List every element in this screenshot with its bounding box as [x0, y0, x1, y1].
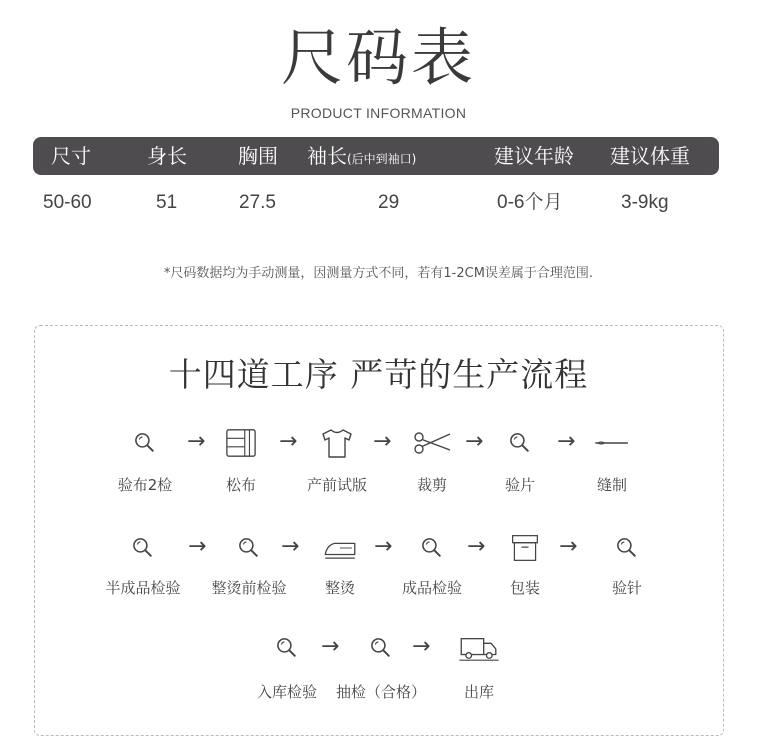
arrow-right-icon: → — [187, 429, 206, 454]
magnifier-icon — [507, 430, 533, 456]
arrow-right-icon: → — [373, 429, 392, 454]
arrow-right-icon: → — [279, 429, 298, 454]
fabric-roll-icon — [224, 427, 258, 459]
value-size: 50-60 — [43, 192, 92, 213]
box-icon — [510, 533, 540, 563]
magnifier-icon — [236, 535, 262, 561]
value-sleeve: 29 — [378, 192, 400, 213]
column-sleeve — [307, 137, 416, 175]
value-weight: 3-9kg — [621, 192, 669, 213]
process-step-label: 整烫前检验 — [211, 579, 287, 597]
column-sleeve-note: (后中到袖口) — [347, 152, 417, 166]
tshirt-icon — [319, 426, 355, 460]
arrow-right-icon: → — [188, 534, 207, 559]
value-age: 0-6个月 — [497, 192, 563, 213]
column-size: 尺寸 — [51, 144, 91, 168]
size-table-header — [33, 137, 719, 175]
magnifier-icon — [130, 535, 156, 561]
column-weight: 建议体重 — [610, 144, 690, 168]
process-step-label: 松布 — [225, 476, 257, 494]
process-step-label: 半成品检验 — [105, 579, 181, 597]
arrow-right-icon: → — [321, 634, 340, 659]
magnifier-icon — [274, 635, 300, 661]
page-title: 尺码表 — [280, 21, 476, 94]
iron-icon — [321, 536, 359, 560]
arrow-right-icon: → — [412, 634, 431, 659]
process-step-label: 裁剪 — [416, 476, 448, 494]
needle-icon — [594, 438, 630, 448]
truck-icon — [458, 634, 500, 662]
measurement-note: *尺码数据均为手动测量，因测量方式不同，若有1-2CM误差属于合理范围. — [163, 266, 594, 281]
process-step-label: 出库 — [463, 683, 495, 701]
magnifier-icon — [132, 430, 158, 456]
arrow-right-icon: → — [557, 429, 576, 454]
process-step-label: 抽检（合格） — [335, 683, 427, 701]
arrow-right-icon: → — [467, 534, 486, 559]
column-chest: 胸围 — [238, 144, 278, 168]
arrow-right-icon: → — [374, 534, 393, 559]
process-step-label: 验针 — [611, 579, 643, 597]
arrow-right-icon: → — [559, 534, 578, 559]
process-step-label: 缝制 — [596, 476, 628, 494]
process-step-label: 成品检验 — [401, 579, 463, 597]
scissors-icon — [412, 428, 452, 458]
value-chest: 27.5 — [239, 192, 276, 213]
column-height: 身长 — [147, 144, 187, 168]
process-step-label: 产前试版 — [306, 476, 368, 494]
magnifier-icon — [368, 635, 394, 661]
column-age: 建议年龄 — [494, 144, 574, 168]
process-title: 十四道工序 严苛的生产流程 — [168, 355, 589, 394]
magnifier-icon — [614, 535, 640, 561]
process-step-label: 入库检验 — [256, 683, 318, 701]
arrow-right-icon: → — [465, 429, 484, 454]
arrow-right-icon: → — [281, 534, 300, 559]
process-step-label: 验布2检 — [117, 476, 173, 494]
process-step-label: 包装 — [509, 579, 541, 597]
magnifier-icon — [419, 535, 445, 561]
process-step-label: 整烫 — [324, 579, 356, 597]
page-subtitle: PRODUCT INFORMATION — [290, 105, 467, 121]
value-height: 51 — [156, 192, 178, 213]
column-sleeve-label: 袖长 — [307, 144, 347, 168]
process-step-label: 验片 — [504, 476, 536, 494]
